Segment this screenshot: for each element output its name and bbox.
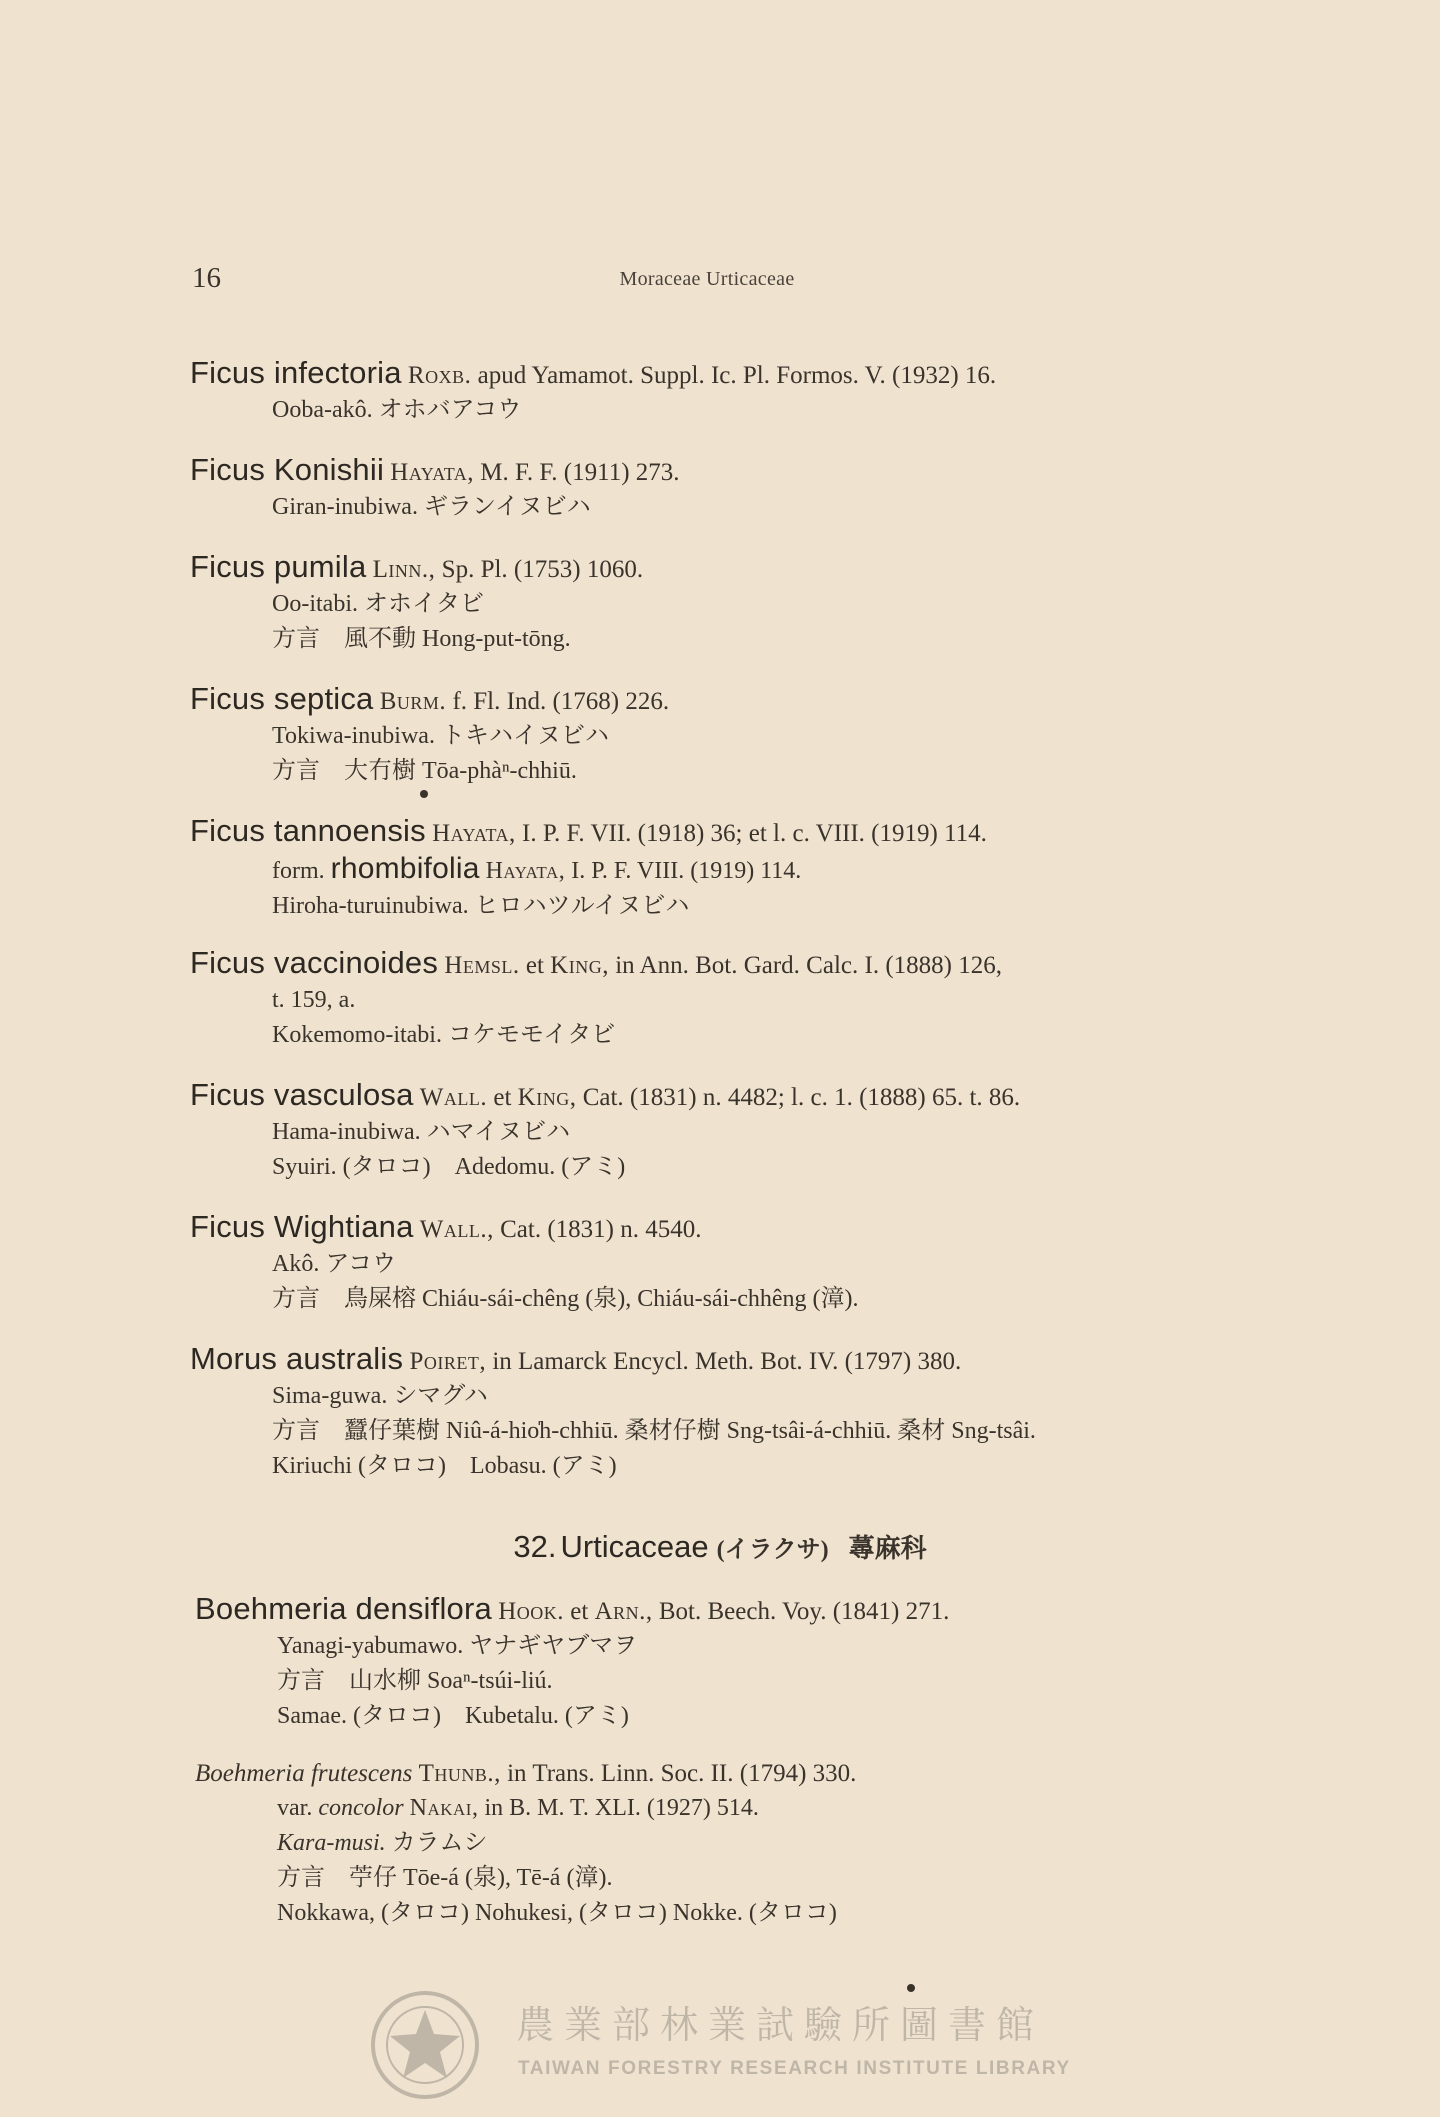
authority: King,: [550, 952, 609, 979]
citation: in Trans. Linn. Soc. II. (1794) 330.: [500, 1760, 857, 1787]
vernacular-line: Hiroha-turuinubiwa. ヒロハツルイヌビハ: [272, 893, 690, 919]
page-header: [192, 262, 1222, 302]
vernacular-line: Giran-inubiwa. ギランイヌビハ: [272, 494, 591, 520]
library-name-english: TAIWAN FORESTRY RESEARCH INSTITUTE LIBRARY: [518, 2058, 1071, 2079]
species-name: Boehmeria densiflora: [195, 1591, 492, 1626]
citation: in Ann. Bot. Gard. Calc. I. (1888) 126,: [608, 952, 1002, 979]
authority: Hemsl.: [444, 952, 520, 979]
species-entry: [190, 453, 1250, 525]
species-entry: Ficus vaccinoides Hemsl. et King, in Ann. Bot. Gard. Calc. I. (1888) 126, t. 159, a. Kokemomo-itabi. コケモモイタビ: [190, 946, 1250, 1053]
species-name: Morus australis: [190, 1341, 404, 1376]
family-number: 32.: [513, 1529, 557, 1564]
species-name: Ficus Konishii: [190, 452, 385, 487]
variety-name: concolor: [318, 1795, 404, 1821]
variety-line: var. concolor Nakai, in B. M. T. XLI. (1927) 514.: [277, 1795, 759, 1821]
authority: Wall.: [419, 1084, 488, 1111]
citation: M. F. F. (1911) 273.: [474, 459, 680, 486]
species-entry: [190, 550, 1250, 657]
citation: Sp. Pl. (1753) 1060.: [435, 556, 644, 583]
library-name-chinese: 農業部林業試驗所圖書館: [516, 2003, 1045, 2047]
species-entry: Boehmeria densiflora Hook. et Arn., Bot. Beech. Voy. (1841) 271. Yanagi-yabumawo. ヤナギヤブマヲ 方言 山水柳 Soaⁿ-tsúi-liú. Samae. (タロコ) Kubetalu. (アミ): [195, 1592, 1255, 1734]
library-watermark: [370, 1990, 1090, 2110]
authority: Thunb.,: [418, 1760, 501, 1787]
authority: King,: [517, 1084, 577, 1111]
citation: in B. M. T. XLI. (1927) 514.: [478, 1795, 759, 1821]
species-name: Boehmeria frutescens: [195, 1760, 413, 1787]
vernacular-line: Yanagi-yabumawo. ヤナギヤブマヲ: [277, 1633, 638, 1659]
aboriginal-names-line: Syuiri. (タロコ) Adedomu. (アミ): [272, 1154, 626, 1180]
species-entry: [190, 682, 1250, 789]
dialect-line: 方言 蠶仔葉樹 Niû-á-hio̍h-chhiū. 桑材仔樹 Sng-tsâi-á-chhiū. 桑材 Sng-tsâi.: [272, 1418, 1036, 1444]
aboriginal-names-line: Nokkawa, (タロコ) Nohukesi, (タロコ) Nokke. (タロコ): [277, 1900, 837, 1926]
dialect-line: 方言 苧仔 Tōe-á (泉), Tē-á (漳).: [277, 1865, 613, 1891]
authority: Hayata,: [485, 858, 566, 884]
citation: f. Fl. Ind. (1768) 226.: [446, 688, 670, 715]
family-name: Urticaceae: [560, 1529, 709, 1564]
dialect-line: 方言 鳥屎榕 Chiáu-sái-chêng (泉), Chiáu-sái-chhêng (漳).: [272, 1286, 859, 1312]
vernacular-line: Kokemomo-itabi. コケモモイタビ: [272, 1022, 616, 1048]
species-entry: [190, 814, 1250, 924]
species-entry: [195, 1757, 1255, 1931]
form-line: form. rhombifolia Hayata, I. P. F. VIII. (1919) 114.: [272, 852, 802, 885]
citation: apud Yamamot. Suppl. Ic. Pl. Formos. V. (1932) 16.: [471, 362, 997, 389]
dialect-line: 方言 風不動 Hong-put-tōng.: [272, 626, 571, 652]
aboriginal-names-line: Kiriuchi (タロコ) Lobasu. (アミ): [272, 1453, 617, 1479]
vernacular-line: Ooba-akô. オホバアコウ: [272, 397, 522, 423]
authority: Arn.,: [594, 1598, 653, 1625]
species-name: Ficus vasculosa: [190, 1077, 414, 1112]
authority: Hayata,: [432, 820, 516, 847]
authority: Hayata,: [390, 459, 475, 486]
library-seal-icon: [370, 1990, 480, 2100]
species-name: Ficus Wightiana: [190, 1209, 414, 1244]
vernacular-line: Sima-guwa. シマグハ: [272, 1383, 488, 1409]
species-entry: Ficus vasculosa Wall. et King, Cat. (1831) n. 4482; l. c. 1. (1888) 65. t. 86. Hama-inubiwa. ハマイヌビハ Syuiri. (タロコ) Adedomu. (アミ): [190, 1078, 1250, 1185]
vernacular-line: Oo-itabi. オホイタビ: [272, 591, 484, 617]
family-heading: [0, 1528, 1440, 1565]
citation: Cat. (1831) n. 4540.: [493, 1216, 702, 1243]
species-entry: [190, 1342, 1250, 1484]
species-entry: [190, 1210, 1250, 1317]
authority: Poiret,: [409, 1348, 487, 1375]
citation: I. P. F. VIII. (1919) 114.: [565, 858, 802, 884]
dialect-line: 方言 大冇樹 Tōa-phàⁿ-chhiū.: [272, 758, 577, 784]
authority: Roxb.: [407, 362, 472, 389]
authority: Burm.: [379, 688, 447, 715]
citation: Cat. (1831) n. 4482; l. c. 1. (1888) 65. t. 86.: [576, 1084, 1021, 1111]
vernacular-line: Kara-musi. カラムシ: [277, 1830, 488, 1856]
family-kana: (イラクサ): [716, 1537, 829, 1563]
page-number: 16: [192, 262, 221, 294]
species-name: Ficus tannoensis: [190, 813, 426, 848]
ink-speck: [420, 790, 428, 798]
citation: I. P. F. VII. (1918) 36; et l. c. VIII. (1919) 114.: [515, 820, 987, 847]
species-entry: [190, 356, 1250, 428]
authority: Wall.,: [419, 1216, 494, 1243]
family-kanji: 蕁麻科: [848, 1534, 927, 1563]
species-name: Ficus infectoria: [190, 355, 402, 390]
form-name: rhombifolia: [330, 852, 480, 885]
authority: Linn.,: [372, 556, 436, 583]
authority: Hook.: [498, 1598, 565, 1625]
aboriginal-names-line: Samae. (タロコ) Kubetalu. (アミ): [277, 1703, 629, 1729]
vernacular-line: Hama-inubiwa. ハマイヌビハ: [272, 1119, 571, 1145]
citation: in Lamarck Encycl. Meth. Bot. IV. (1797) 380.: [486, 1348, 962, 1375]
species-name: Ficus pumila: [190, 549, 367, 584]
citation: Bot. Beech. Voy. (1841) 271.: [652, 1598, 950, 1625]
species-name: Ficus vaccinoides: [190, 945, 439, 980]
authority: Nakai,: [409, 1795, 479, 1821]
dialect-line: 方言 山水柳 Soaⁿ-tsúi-liú.: [277, 1668, 553, 1694]
species-name: Ficus septica: [190, 681, 374, 716]
running-head: Moraceae Urticaceae: [619, 268, 795, 290]
citation-continuation: t. 159, a.: [272, 987, 356, 1013]
vernacular-line: Tokiwa-inubiwa. トキハイヌビハ: [272, 723, 609, 749]
vernacular-line: Akô. アコウ: [272, 1251, 397, 1277]
